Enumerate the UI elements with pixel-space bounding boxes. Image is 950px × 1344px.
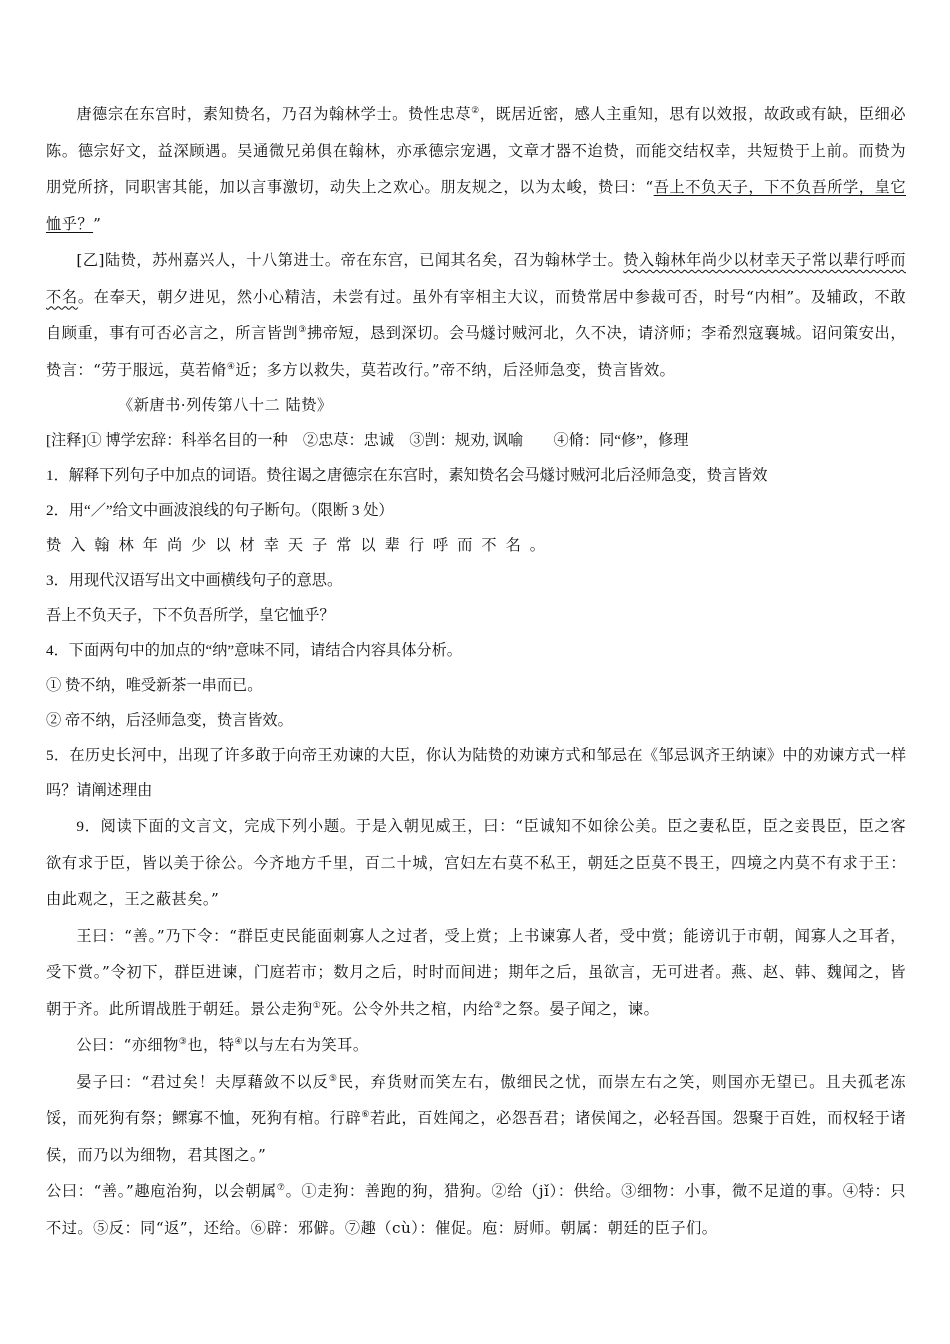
question-4-option-a: ① 贽不纳，唯受新茶一串而已。	[46, 677, 263, 694]
q9-note-ref-4: ④	[234, 1037, 243, 1047]
q9-note-ref-1: ①	[312, 1000, 322, 1011]
question-5: 5．在历史长河中，出现了许多敢于向帝王劝谏的大臣，你认为陆贽的劝谏方式和邹忌在《邹忌讽齐王纳谏》中的劝谏方式一样吗？请阐述理由	[46, 747, 906, 799]
q9-paragraph-4	[46, 1064, 906, 1174]
question-2: 2．用“／”给文中画波浪线的句子断句。（限断 3 处）	[46, 502, 394, 519]
passage-a	[46, 96, 906, 242]
q9-p2-text-a: 王曰：“善。”乃下令：“群臣吏民能面刺寡人之过者，受上赏；上书谏寡人者，受中赏；能谤讥于市朝，闻寡人之耳者，受下赏。”令初下，群臣进谏，门庭若市；数月之后，时时而间进；期年之后，虽欲言，无可进者。燕、赵、韩、魏闻之，皆朝于齐。此所谓战胜于朝廷。景公走狗	[46, 926, 906, 1018]
source-citation: 《新唐书·列传第八十二 陆贽》	[118, 396, 333, 414]
passage-a-text-1: 唐德宗在东宫时，素知贽名，乃召为翰林学士。贽性忠荩	[76, 105, 472, 123]
passage-a-text-2: ，既居近密，感人主重知，思有以效报，故政或有缺，臣细必陈。德宗好文，益深顾遇。吴通微兄弟俱在翰林，亦承德宗宠遇，文章才器不迨贽，而能交结权幸，共短贽于上前。而贽为朋党所挤，同职害其能，加以言事激切，动失上之欢心。朋友规之，以为太峻，贽曰：“	[46, 105, 906, 196]
document-page	[46, 96, 906, 1246]
passage-b-text-4: 近；多方以救失，莫若改行。”帝不纳，后泾师急变，贽言皆效。	[235, 360, 676, 379]
q9-p3-text-a: 公曰：“亦细物	[76, 1036, 179, 1054]
q9-p3-text-c: 以与左右为笑耳。	[243, 1036, 369, 1054]
q9-p5-notes: 。①走狗：善跑的狗，猎狗。②给（jǐ）：供给。③细物：小事，微不足道的事。④特：只不过。⑤反：同“返”，还给。⑥辟：邪僻。⑦趣（cù）：催促。庖：厨师。朝属：朝廷的臣子们。	[46, 1182, 906, 1237]
question-3-sentence: 吾上不负天子，下不负吾所学，皇它恤乎？	[46, 607, 335, 624]
q9-note-ref-3: ③	[178, 1037, 188, 1047]
q9-paragraph-2	[46, 918, 906, 1028]
q9-p4-text-a: 晏子曰：“君过矣！夫厚藉敛不以反	[76, 1072, 329, 1091]
q9-p2-text-b: 死。公令外共之棺，内给	[321, 999, 494, 1018]
q9-note-ref-5: ⑤	[328, 1073, 339, 1084]
passage-b-text-2: 。在奉天，朝夕进见，然小心精洁，未尝有过。虽外有宰相主大议，而贽常居中参裁可否，时号“内相”。及辅政，不敢自顾重，事有可否必言之，所言皆剀	[46, 287, 907, 342]
question-4: 4．下面两句中的加点的“纳”意味不同，请结合内容具体分析。	[46, 642, 462, 659]
question-9-label: 9．阅读下面的文言文，完成下列小题。	[76, 818, 356, 835]
question-1: 1．解释下列句子中加点的词语。贽往谒之唐德宗在东宫时，素知贽名会马燧讨贼河北后泾师急变，贽言皆效	[46, 467, 768, 484]
question-9-passage: 于是入朝见威王，曰：“臣诚知不如徐公美。臣之妻私臣，臣之妾畏臣，臣之客欲有求于臣，皆以美于徐公。今齐地方千里，百二十城，宫妇左右莫不私王，朝廷之臣莫不畏王，四境之内莫不有求于王：由此观之，王之蔽甚矣。”	[46, 817, 907, 908]
q9-p2-text-c: 之祭。晏子闻之，谏。	[502, 999, 660, 1018]
q9-p4-text-c: 若此，百姓闻之，必怨吾君；诸侯闻之，必轻吾国。怨聚于百姓，而权轻于诸侯，而乃以为细物，君其图之。”	[46, 1109, 907, 1164]
q9-paragraph-5	[46, 1173, 906, 1246]
q9-note-ref-2: ②	[493, 1000, 503, 1011]
q9-p4-text-b: 民，弃货财而笑左右，傲细民之忧，而崇左右之笑，则国亦无望已。且夫孤老冻馁，而死狗有祭；鳏寡不恤，死狗有棺。行辟	[46, 1072, 907, 1127]
question-9-intro	[46, 808, 906, 918]
q9-p3-text-b: 也，特	[187, 1036, 235, 1054]
passage-b	[46, 242, 906, 388]
passage-b-text-1: [乙]陆贽，苏州嘉兴人，十八第进士。帝在东宫，已闻其名矣，召为翰林学士。	[76, 251, 624, 269]
q9-p5-text-a: 公曰：“善。”趣庖治狗，以会朝属	[46, 1182, 277, 1200]
passage-a-text-3: ”	[93, 214, 102, 233]
question-2-sentence: 贽入翰林年尚少以材幸天子常以辈行呼而不名。	[46, 537, 554, 554]
q9-paragraph-3	[46, 1027, 906, 1064]
note-ref-3: ③	[298, 325, 307, 335]
note-ref-2: ②	[471, 106, 480, 116]
annotation: [注释]① 博学宏辞：科举名目的一种 ②忠荩：忠诚 ③剀：规劝, 讽喻 ④脩：同“修”，修理	[46, 432, 689, 449]
question-3: 3．用现代汉语写出文中画横线句子的意思。	[46, 572, 343, 589]
passage-b-text-3: 拂帝短，恳到深切。会马燧讨贼河北，久不决，请济师；李希烈寇襄城。诏问策安出，贽言：“劳于服远，莫若脩	[46, 324, 907, 379]
note-ref-4: ④	[226, 361, 236, 372]
wavy-sentence: 贽入翰林年尚少以材幸天子常以辈行呼而不名	[46, 251, 906, 306]
q9-note-ref-7: ⑦	[276, 1183, 286, 1193]
underlined-sentence: 吾上不负天子，下不负吾所学，皇它恤乎？	[46, 178, 907, 233]
q9-note-ref-6: ⑥	[361, 1110, 370, 1120]
question-4-option-b: ② 帝不纳，后泾师急变，贽言皆效。	[46, 712, 293, 729]
